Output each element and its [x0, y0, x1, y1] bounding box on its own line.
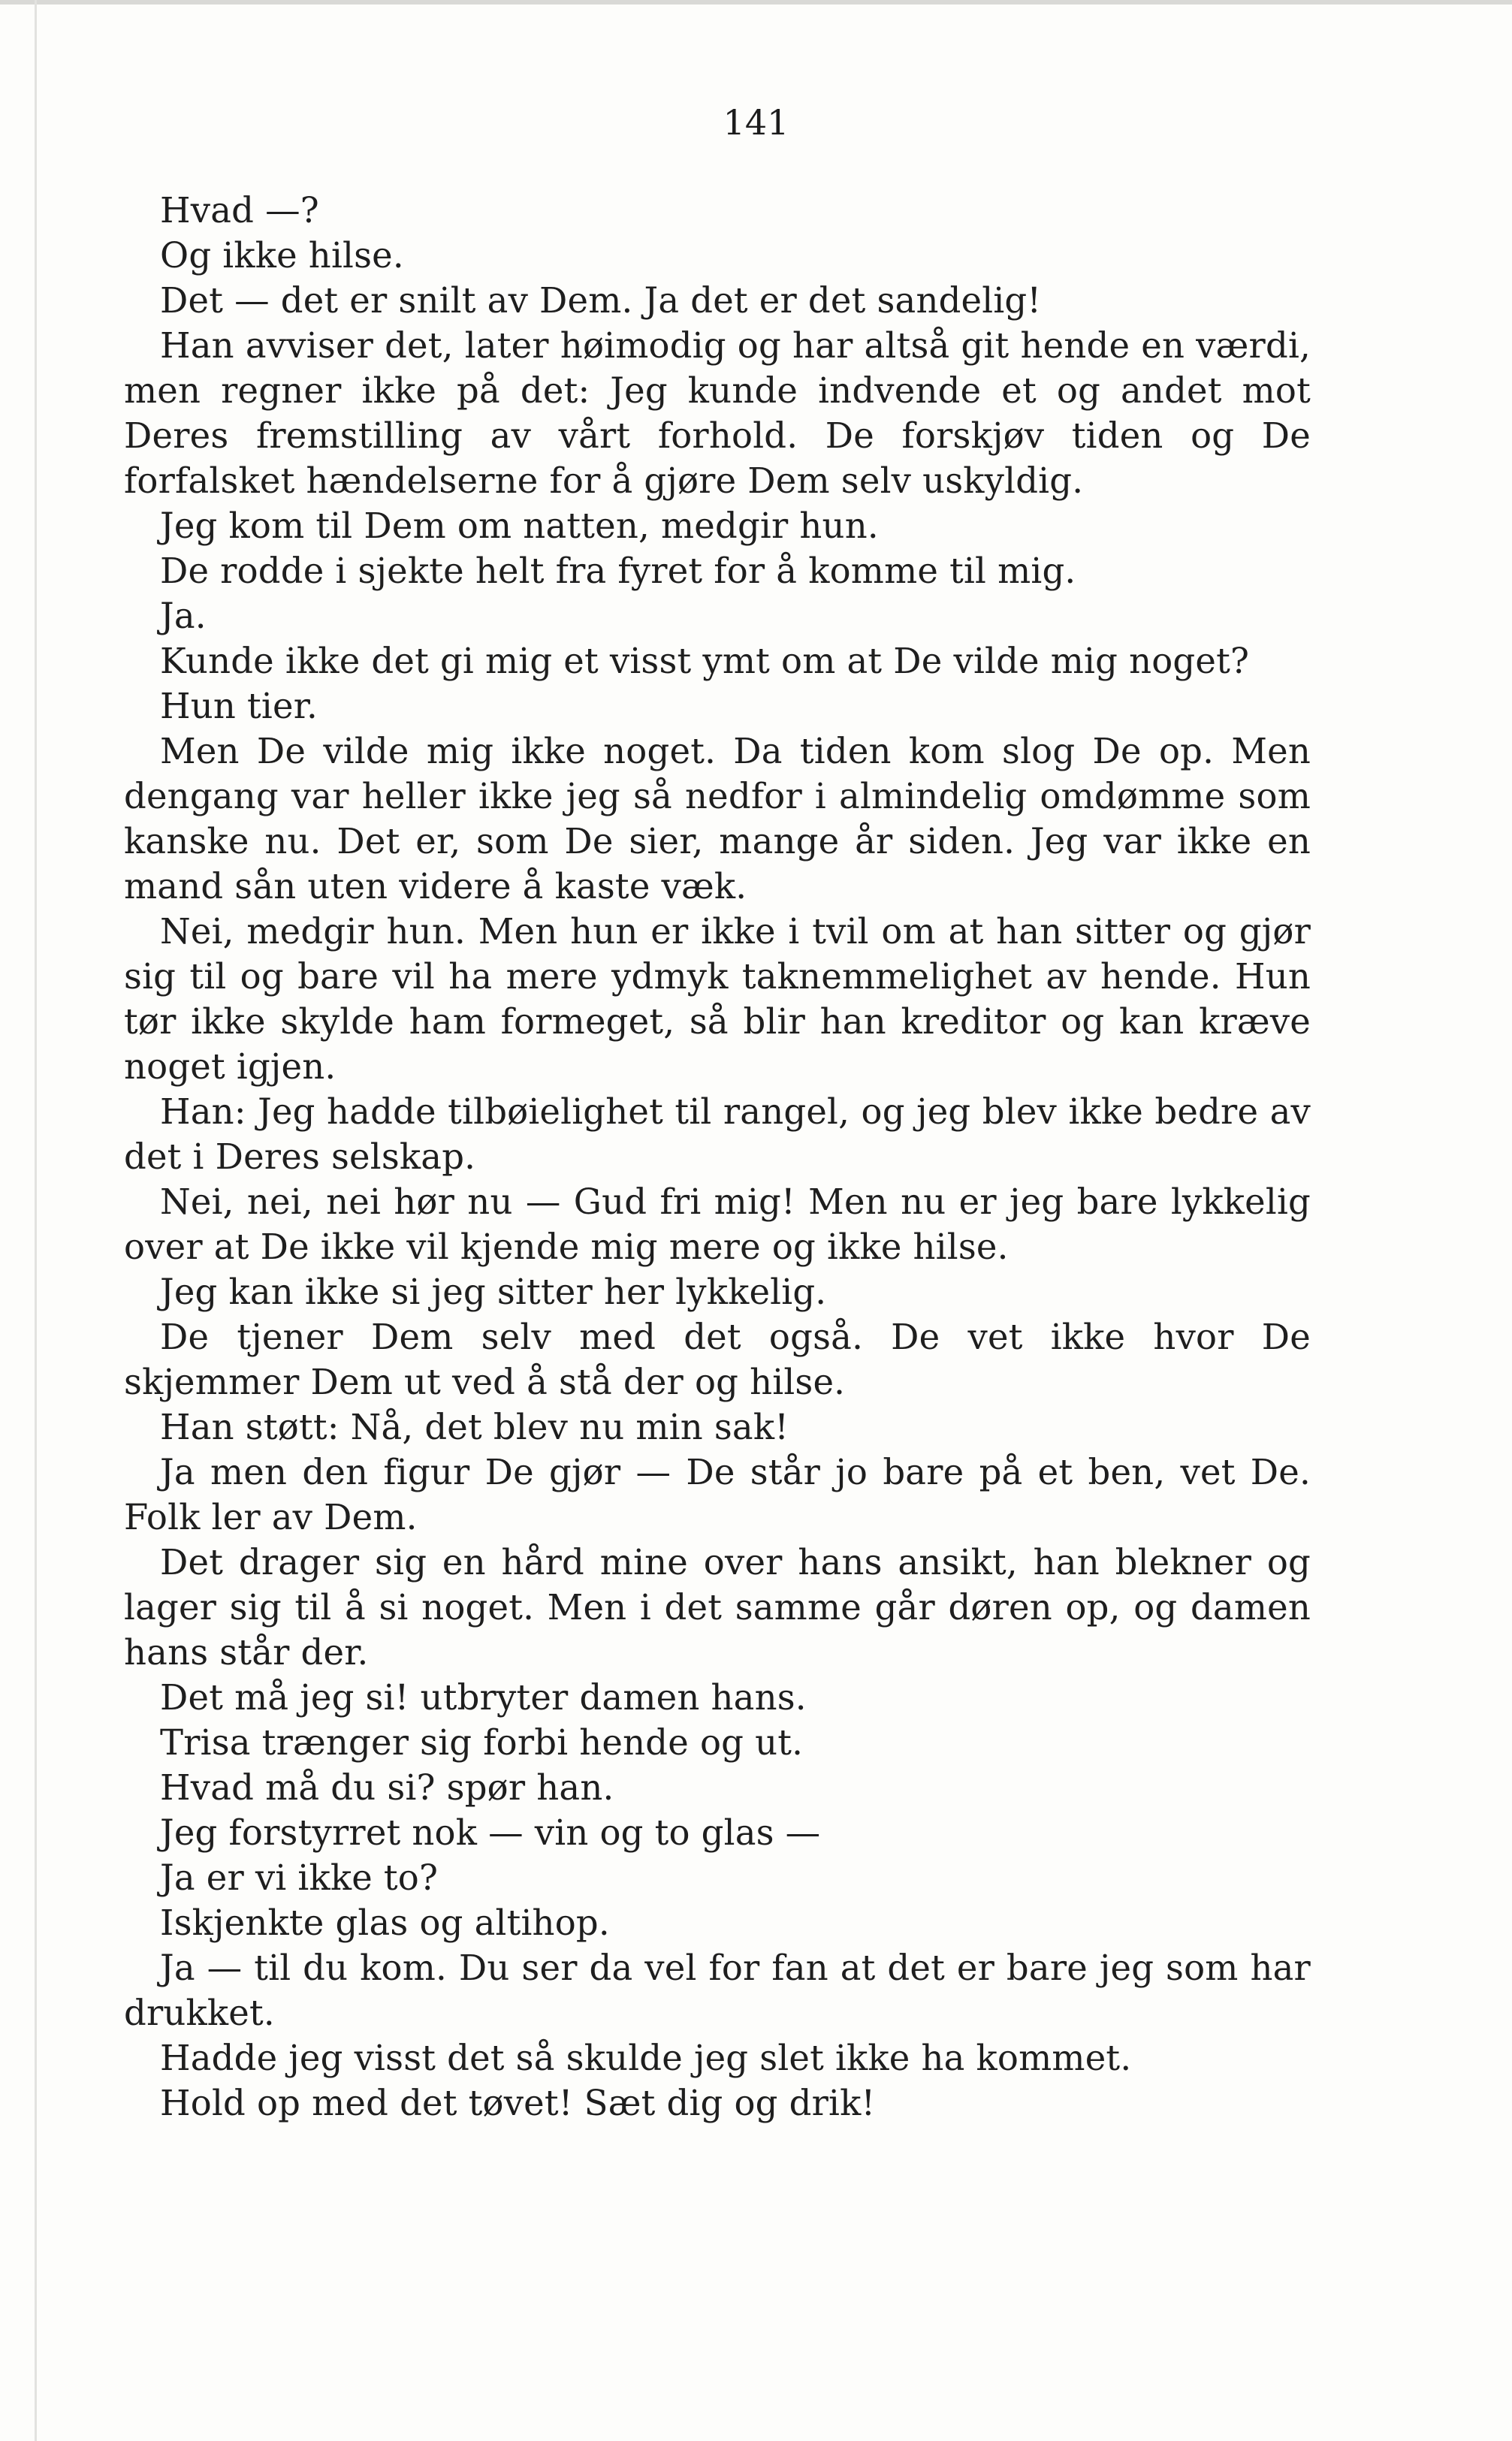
paragraph: Det drager sig en hård mine over hans ansikt, han blekner og lager sig til å si noget. Men i det samme går døren op, og damen hans står der. [124, 1542, 1311, 1673]
paragraph: De tjener Dem selv med det også. De vet ikke hvor De skjemmer Dem ut ved å stå der og hilse. [124, 1317, 1311, 1402]
paragraph: Og ikke hilse. [160, 235, 404, 276]
paragraph: Nei, nei, nei hør nu — Gud fri mig! Men nu er jeg bare lykkelig over at De ikke vil kjende mig mere og ikke hilse. [124, 1181, 1311, 1267]
paragraph: Hun tier. [160, 686, 318, 726]
paragraph: Han: Jeg hadde tilbøielighet til rangel, og jeg blev ikke bedre av det i Deres selskap. [124, 1091, 1311, 1177]
paragraph: Hadde jeg visst det så skulde jeg slet ikke ha kommet. [160, 2038, 1132, 2078]
paragraph: Jeg kom til Dem om natten, medgir hun. [160, 505, 879, 546]
page-binding-edge [35, 0, 37, 2441]
paragraph: Ja — til du kom. Du ser da vel for fan at det er bare jeg som har drukket. [124, 1948, 1311, 2033]
paragraph: Han støtt: Nå, det blev nu min sak! [160, 1407, 789, 1447]
paragraph: De rodde i sjekte helt fra fyret for å komme til mig. [160, 551, 1076, 591]
paragraph: Men De vilde mig ikke noget. Da tiden kom slog De op. Men dengang var heller ikke jeg så nedfor i almindelig omdømme som kanske nu. Det er, som De sier, mange år siden. Jeg var ikke en mand sån uten videre å kaste væk. [124, 731, 1311, 907]
paragraph: Han avviser det, later høimodig og har altså git hende en værdi, men regner ikke på det: Jeg kunde indvende et og andet mot Deres fremstilling av vårt forhold. De forskjøv tiden og De forfalsket hændelserne for å gjøre Dem selv uskyldig. [124, 325, 1311, 501]
paragraph: Det — det er snilt av Dem. Ja det er det sandelig! [160, 280, 1042, 321]
paragraph: Jeg forstyrret nok — vin og to glas — [160, 1812, 821, 1853]
page-top-edge [0, 0, 1512, 5]
paragraph: Det må jeg si! utbryter damen hans. [160, 1677, 807, 1718]
paragraph: Hvad må du si? spør han. [160, 1767, 614, 1808]
page-number: 141 [723, 102, 789, 143]
paragraph: Iskjenkte glas og altihop. [160, 1902, 610, 1943]
body-text [124, 188, 1311, 2126]
paragraph: Kunde ikke det gi mig et visst ymt om at De vilde mig noget? [160, 641, 1250, 681]
paragraph: Ja. [160, 596, 207, 636]
paragraph: Ja men den figur De gjør — De står jo bare på et ben, vet De. Folk ler av Dem. [124, 1452, 1311, 1537]
paragraph: Hvad —? [160, 190, 319, 231]
paragraph: Trisa trænger sig forbi hende og ut. [160, 1722, 804, 1763]
paragraph: Hold op med det tøvet! Sæt dig og drik! [160, 2083, 876, 2123]
paragraph: Nei, medgir hun. Men hun er ikke i tvil om at han sitter og gjør sig til og bare vil ha mere ydmyk taknemmelighet av hende. Hun tør ikke skylde ham formeget, så blir han kreditor og kan kræve noget igjen. [124, 911, 1311, 1087]
paragraph: Jeg kan ikke si jeg sitter her lykkelig. [160, 1272, 827, 1312]
paragraph: Ja er vi ikke to? [160, 1857, 439, 1898]
